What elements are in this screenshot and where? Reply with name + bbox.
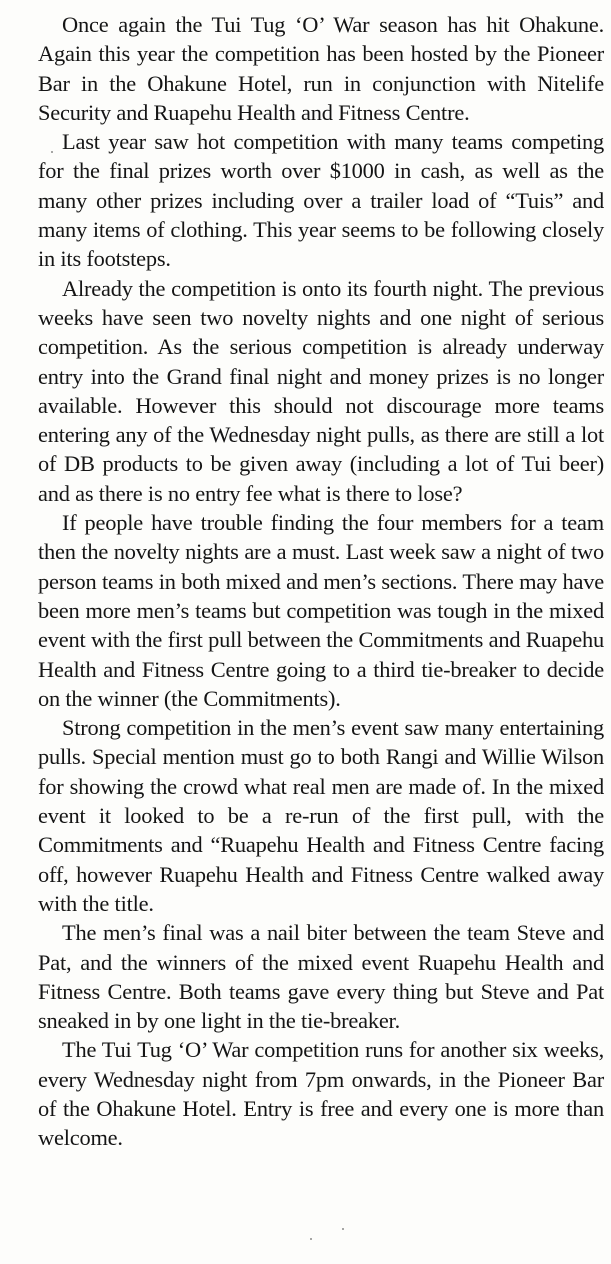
print-speck: [51, 151, 53, 153]
print-speck: [310, 1238, 312, 1240]
article-paragraph-4: If people have trouble finding the four members for a team then the novelty nights are a must. Last week saw a night of two person teams in both mixed and men’s sections. There may have been more men’s teams but competition was tough in the mixed event with the first pull between the Commitments and Ruapehu Health and Fitness Centre going to a third tie-breaker to decide on the winner (the Commitments).: [38, 510, 604, 711]
article-column: [38, 10, 604, 1153]
article-paragraph-2: Last year saw hot competition with many teams competing for the final prizes worth over $1000 in cash, as well as the many other prizes including over a trailer load of “Tuis” and many items of clothing. This year seems to be following closely in its footsteps.: [38, 129, 604, 272]
article-paragraph-7: The Tui Tug ‘O’ War competition runs for another six weeks, every Wednesday night from 7pm onwards, in the Pioneer Bar of the Ohakune Hotel. Entry is free and every one is more than welcome.: [38, 1037, 604, 1151]
print-speck: [342, 1228, 344, 1230]
article-paragraph-1: Once again the Tui Tug ‘O’ War season has hit Ohakune. Again this year the competition has been hosted by the Pioneer Bar in the Ohakune Hotel, run in conjunction with Nitelife Security and Ruapehu Health and Fitness Centre.: [38, 12, 604, 125]
article-paragraph-6: The men’s final was a nail biter between the team Steve and Pat, and the winners of the mixed event Ruapehu Health and Fitness Centre. Both teams gave every thing but Steve and Pat sneaked in by one light in the tie-breaker.: [38, 920, 604, 1034]
article-paragraph-3: Already the competition is onto its fourth night. The previous weeks have seen two novelty nights and one night of serious competition. As the serious competition is already underway entry into the Grand final night and money prizes is no longer available. However this should not discourage more teams entering any of the Wednesday night pulls, as there are still a lot of DB products to be given away (including a lot of Tui beer) and as there is no entry fee what is there to lose?: [38, 275, 604, 506]
article-paragraph-5: Strong competition in the men’s event saw many entertaining pulls. Special mention must go to both Rangi and Willie Wilson for showing the crowd what real men are made of. In the mixed event it looked to be a re-run of the first pull, with the Commitments and “Ruapehu Health and Fitness Centre facing off, however Ruapehu Health and Fitness Centre walked away with the title.: [38, 715, 604, 916]
